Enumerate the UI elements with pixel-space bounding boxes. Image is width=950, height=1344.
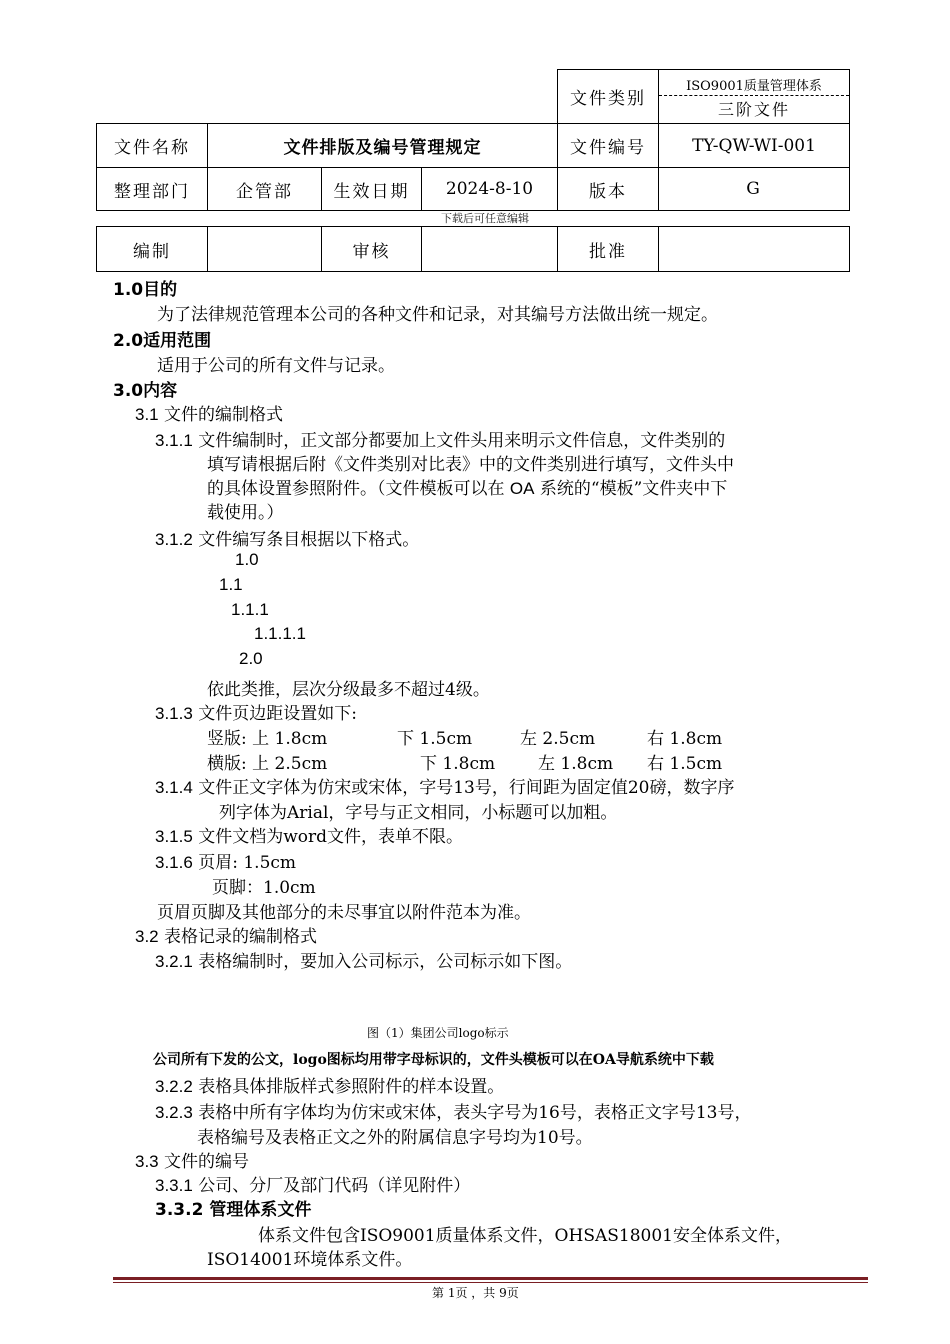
compile-label: 编制 xyxy=(97,227,208,272)
page-number: 第 1页 ，共 9页 xyxy=(432,1286,519,1300)
document-title: 文件排版及编号管理规定 xyxy=(208,124,558,168)
section-3-1-1-line-1: 文件编制时，正文部分都要加上文件头用来明示文件信息，文件类别的 xyxy=(198,431,726,451)
margin-portrait-left: 左 2.5cm xyxy=(520,729,596,749)
figure-caption: 图（1）集团公司logo标示 xyxy=(367,1026,509,1040)
document-header-table xyxy=(96,69,850,211)
margin-portrait-bottom: 下 1.5cm xyxy=(397,729,473,749)
section-3-heading xyxy=(113,376,177,401)
section-3-1-heading xyxy=(135,400,283,425)
line-3-part-a: 的具体设置参照附件。（文件模板可以在 xyxy=(207,479,505,499)
section-3-1-1-line-3 xyxy=(207,474,727,499)
section-3-1-6-number: 3.1.6 xyxy=(155,853,193,872)
level-example-1-1-1: 1.1.1 xyxy=(231,600,269,619)
figure-note: 公司所有下发的公文，logo图标均用带字母标识的，文件头模板可以在OA导航系统中下载 xyxy=(153,1052,714,1068)
dept-value: 企管部 xyxy=(208,168,322,211)
version-label: 版本 xyxy=(558,168,659,211)
edit-note: 下载后可任意编辑 xyxy=(441,212,529,225)
section-3-3-2-line-1: 体系文件包含ISO9001质量体系文件，OHSAS18001安全体系文件， xyxy=(258,1226,792,1246)
section-3-1-3 xyxy=(155,699,357,724)
category-value xyxy=(659,70,850,124)
section-3-3-2-number: 3.3.2 xyxy=(155,1200,204,1220)
section-3-2-2 xyxy=(155,1072,504,1097)
section-3-2-3 xyxy=(155,1098,751,1123)
section-3-3-number: 3.3 xyxy=(135,1152,159,1171)
section-1-heading xyxy=(113,275,177,300)
section-3-1-5-text: 文件文档为word文件，表单不限。 xyxy=(198,827,464,847)
review-label: 审核 xyxy=(322,227,422,272)
section-3-1-3-text: 文件页边距设置如下: xyxy=(198,704,357,724)
section-3-3-title: 文件的编号 xyxy=(164,1152,250,1172)
section-2-title: 适用范围 xyxy=(143,331,212,351)
section-3-2-1 xyxy=(155,947,572,972)
level-example-2-0: 2.0 xyxy=(239,649,263,668)
section-1-title: 目的 xyxy=(143,280,178,300)
section-3-2-1-number: 3.2.1 xyxy=(155,952,193,971)
line-3-oa: OA xyxy=(509,479,535,498)
code-label: 文件编号 xyxy=(558,124,659,168)
section-3-1-title: 文件的编制格式 xyxy=(164,405,284,425)
category-value-system: ISO9001质量管理体系 xyxy=(659,73,849,96)
section-3-1-5 xyxy=(155,822,463,847)
section-3-1-6-line-2: 页脚：1.0cm xyxy=(212,878,316,898)
section-3-number: 3.0 xyxy=(113,381,144,401)
margin-landscape-right: 右 1.5cm xyxy=(647,754,723,774)
section-1-text: 为了法律规范管理本公司的各种文件和记录，对其编号方法做出统一规定。 xyxy=(157,305,718,325)
section-3-1-6 xyxy=(155,848,296,873)
section-3-3-1-text: 公司、分厂及部门代码（详见附件） xyxy=(198,1176,471,1196)
section-3-1-1-line-4: 载使用。） xyxy=(207,503,284,523)
margin-portrait-top: 竖版: 上 1.8cm xyxy=(207,729,328,749)
section-3-1-4-line-1: 文件正文字体为仿宋或宋体，字号13号，行间距为固定值20磅，数字序 xyxy=(198,778,735,798)
section-3-1-number: 3.1 xyxy=(135,405,159,424)
margin-portrait-right: 右 1.8cm xyxy=(647,729,723,749)
category-value-level: 三阶文件 xyxy=(717,100,790,119)
compile-value xyxy=(208,227,322,272)
section-3-3-2-line-2: ISO14001环境体系文件。 xyxy=(207,1250,413,1270)
dept-label: 整理部门 xyxy=(97,168,208,211)
section-3-1-5-number: 3.1.5 xyxy=(155,827,193,846)
section-1-number: 1.0 xyxy=(113,280,144,300)
section-2-number: 2.0 xyxy=(113,331,144,351)
category-label: 文件类别 xyxy=(558,70,659,124)
level-example-1-1: 1.1 xyxy=(219,575,243,594)
section-3-2-number: 3.2 xyxy=(135,927,159,946)
section-3-1-3-number: 3.1.3 xyxy=(155,704,193,723)
margin-landscape-left: 左 1.8cm xyxy=(538,754,614,774)
section-3-3-2-title: 管理体系文件 xyxy=(209,1200,312,1220)
section-3-1-4-number: 3.1.4 xyxy=(155,778,193,797)
section-3-2-3-number: 3.2.3 xyxy=(155,1103,193,1122)
section-3-1-4 xyxy=(155,773,734,798)
footer-rule-thin xyxy=(113,1282,868,1283)
section-3-1-1 xyxy=(155,426,725,451)
section-3-2-heading xyxy=(135,922,317,947)
section-3-2-2-text: 表格具体排版样式参照附件的样本设置。 xyxy=(198,1077,505,1097)
section-2-text: 适用于公司的所有文件与记录。 xyxy=(157,356,395,376)
code-value: TY-QW-WI-001 xyxy=(659,124,850,168)
footer-rule-thick xyxy=(113,1277,868,1280)
section-3-1-2-text: 文件编写条目根据以下格式。 xyxy=(198,530,420,550)
header-blank xyxy=(97,70,558,124)
section-3-2-title: 表格记录的编制格式 xyxy=(164,927,318,947)
section-3-2-3-line-2: 表格编号及表格正文之外的附属信息字号均为10号。 xyxy=(197,1128,593,1148)
section-3-1-1-number: 3.1.1 xyxy=(155,431,193,450)
section-3-2-3-line-1: 表格中所有字体均为仿宋或宋体，表头字号为16号，表格正文字号13号， xyxy=(198,1103,752,1123)
section-3-1-6-line-3: 页眉页脚及其他部分的未尽事宜以附件范本为准。 xyxy=(157,903,531,923)
section-3-1-1-line-2: 填写请根据后附《文件类别对比表》中的文件类别进行填写，文件头中 xyxy=(207,455,734,475)
review-value xyxy=(422,227,558,272)
section-3-1-2-number: 3.1.2 xyxy=(155,530,193,549)
level-rule-text: 依此类推，层次分级最多不超过4级。 xyxy=(207,680,490,700)
level-example-1-0: 1.0 xyxy=(235,550,259,569)
name-label: 文件名称 xyxy=(97,124,208,168)
section-3-2-1-text: 表格编制时，要加入公司标示，公司标示如下图。 xyxy=(198,952,573,972)
signature-table xyxy=(96,226,850,272)
margin-landscape-top: 横版: 上 2.5cm xyxy=(207,754,328,774)
section-3-1-4-line-2: 列字体为Arial，字号与正文相同，小标题可以加粗。 xyxy=(219,803,618,823)
level-example-1-1-1-1: 1.1.1.1 xyxy=(254,624,306,643)
version-value: G xyxy=(659,168,850,211)
approve-value xyxy=(659,227,850,272)
section-3-3-1-number: 3.3.1 xyxy=(155,1176,193,1195)
date-label: 生效日期 xyxy=(322,168,422,211)
section-3-1-6-line-1: 页眉: 1.5cm xyxy=(198,853,297,873)
section-2-heading xyxy=(113,326,211,351)
date-value: 2024-8-10 xyxy=(422,168,558,211)
section-3-1-2 xyxy=(155,525,419,550)
section-3-2-2-number: 3.2.2 xyxy=(155,1077,193,1096)
margin-landscape-bottom: 下 1.8cm xyxy=(420,754,496,774)
section-3-3-2-heading xyxy=(155,1195,311,1220)
line-3-part-c: 系统的“模板”文件夹中下 xyxy=(539,479,728,499)
section-3-3-1 xyxy=(155,1171,470,1196)
approve-label: 批准 xyxy=(558,227,659,272)
section-3-title: 内容 xyxy=(143,381,178,401)
section-3-3-heading xyxy=(135,1147,249,1172)
